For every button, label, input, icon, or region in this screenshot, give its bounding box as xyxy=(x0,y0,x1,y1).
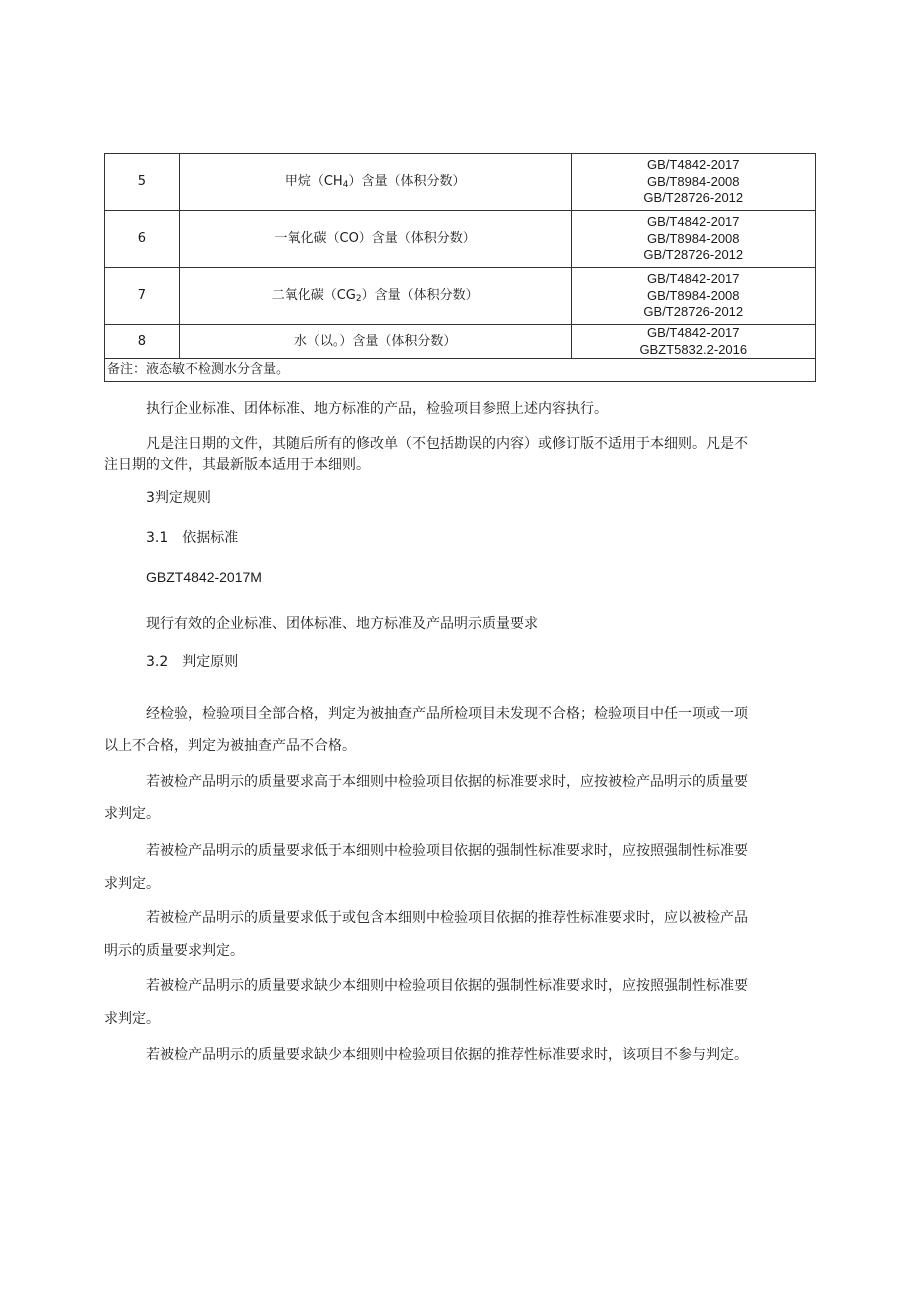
paragraph: 凡是注日期的文件，其随后所有的修改单（不包括勘误的内容）或修订版不适用于本细则。凡是不 xyxy=(146,436,748,452)
standard-code: GBZT4842-2017M xyxy=(146,569,262,585)
paragraph: 若被检产品明示的质量要求缺少本细则中检验项目依据的推荐性标准要求时，该项目不参与判定。 xyxy=(146,1047,748,1063)
subsection-heading: 3.1 依据标准 xyxy=(146,530,239,546)
table-row xyxy=(105,268,816,325)
table-note: 备注：液态敏不检测水分含量。 xyxy=(105,359,816,382)
paragraph: 若被检产品明示的质量要求缺少本细则中检验项目依据的强制性标准要求时，应按照强制性标准要 xyxy=(146,978,748,994)
table-note-row xyxy=(105,359,816,382)
table-row xyxy=(105,211,816,268)
item-number: 5 xyxy=(105,154,180,211)
item-number: 6 xyxy=(105,211,180,268)
paragraph: 若被检产品明示的质量要求高于本细则中检验项目依据的标准要求时，应按被检产品明示的质量要 xyxy=(146,774,748,790)
inspection-items-table xyxy=(104,153,816,382)
table-row xyxy=(105,154,816,211)
item-name: 一氧化碳（CO）含量（体积分数） xyxy=(179,211,571,268)
paragraph: 求判定。 xyxy=(104,876,160,892)
paragraph: 若被检产品明示的质量要求低于本细则中检验项目依据的强制性标准要求时，应按照强制性标准要 xyxy=(146,843,748,859)
subsection-heading: 3.2 判定原则 xyxy=(146,654,239,670)
item-number: 7 xyxy=(105,268,180,325)
item-standards: GB/T4842-2017 GB/T8984-2008 GB/T28726-2012 xyxy=(571,211,815,268)
paragraph: 经检验，检验项目全部合格，判定为被抽查产品所检项目未发现不合格；检验项目中任一项或一项 xyxy=(146,706,748,722)
table-row xyxy=(105,325,816,359)
paragraph: 明示的质量要求判定。 xyxy=(104,943,244,959)
item-standards: GB/T4842-2017 GB/T8984-2008 GB/T28726-2012 xyxy=(571,154,815,211)
paragraph: 注日期的文件，其最新版本适用于本细则。 xyxy=(104,457,370,473)
item-standards: GB/T4842-2017 GB/T8984-2008 GB/T28726-2012 xyxy=(571,268,815,325)
item-name: 二氧化碳$(CG_2)$含量（体积分数） xyxy=(179,268,571,325)
section-heading: 3判定规则 xyxy=(146,490,211,506)
item-name: 水（以。）含量（体积分数） xyxy=(179,325,571,359)
paragraph: 执行企业标准、团体标准、地方标准的产品，检验项目参照上述内容执行。 xyxy=(146,401,608,417)
paragraph: 求判定。 xyxy=(104,1011,160,1027)
paragraph: 若被检产品明示的质量要求低于或包含本细则中检验项目依据的推荐性标准要求时，应以被检产品 xyxy=(146,910,748,926)
paragraph: 现行有效的企业标准、团体标准、地方标准及产品明示质量要求 xyxy=(146,616,538,632)
item-standards: GB/T4842-2017 GBZT5832.2-2016 xyxy=(571,325,815,359)
paragraph: 求判定。 xyxy=(104,806,160,822)
item-number: 8 xyxy=(105,325,180,359)
item-name: 甲烷$(CH_4)$含量（体积分数） xyxy=(179,154,571,211)
paragraph: 以上不合格，判定为被抽查产品不合格。 xyxy=(104,738,356,754)
